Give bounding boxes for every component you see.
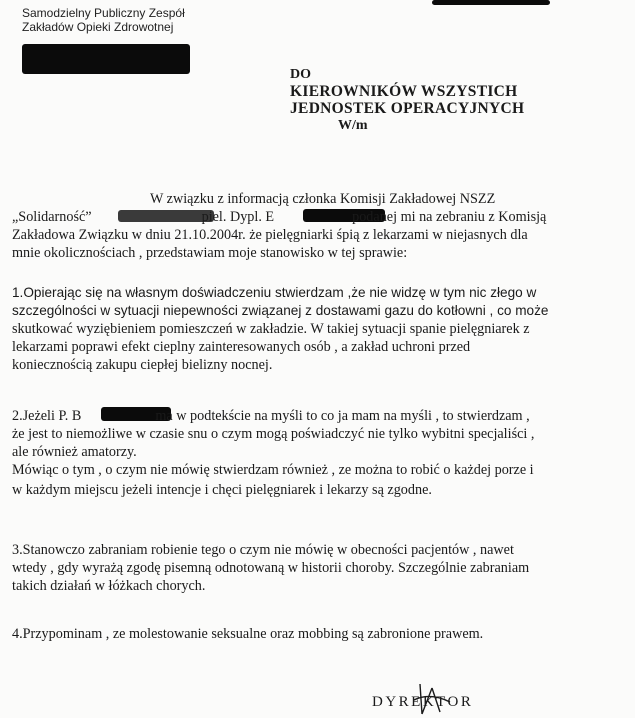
- intro-line-2-a: „Solidarność”: [12, 209, 92, 225]
- point1-line-5: koniecznością zakupu ciepłej bielizny nocnej.: [12, 357, 273, 373]
- organization-header: [22, 6, 185, 34]
- addressee-to: DO: [290, 67, 311, 82]
- signature-title: DYREKTOR: [372, 694, 474, 710]
- point2-line-1: [12, 408, 530, 424]
- point1-line-4: lekarzami poprawi efekt cieplny zainteresowanych osób , a zakład uchroni przed: [12, 339, 471, 355]
- point2-line-1-b: ma w podtekście na myśli to co ja mam na myśli , to stwierdzam ,: [155, 408, 530, 424]
- point3-line-3: takich działań w łóżkach chorych.: [12, 578, 206, 594]
- intro-line-1: W związku z informacją członka Komisji Zakładowej NSZZ: [150, 191, 496, 207]
- point2-line-2: że jest to niemożliwe w czasie snu o czym mogą poświadczyć nie tylko wybitni specjaliści ,: [12, 426, 535, 442]
- point2-line-5: w każdym miejscu jeżeli intencje i chęci pielęgniarek i lekarzy są zgodne.: [12, 482, 432, 498]
- redaction-org-name: [22, 44, 190, 74]
- intro-line-2-c: podanej mi na zebraniu z Komisją: [352, 209, 547, 225]
- point3-line-1: 3.Stanowczo zabraniam robienie tego o czym nie mówię w obecności pacjentów , nawet: [12, 542, 514, 558]
- intro-line-3: Zakładowa Związku w dniu 21.10.2004r. że pielęgniarki śpią z lekarzami w niejasnych dla: [12, 227, 528, 243]
- addressee-block: [290, 66, 524, 134]
- intro-line-4: mnie okolicznościach , przedstawiam moje stanowisko w tej sprawie:: [12, 245, 408, 261]
- addressee-line-1: KIEROWNIKÓW WSZYSTICH: [290, 83, 518, 100]
- point2-line-3: ale również amatorzy.: [12, 444, 137, 460]
- org-line-1: Samodzielny Publiczny Zespół: [22, 6, 185, 20]
- intro-line-2: [12, 209, 546, 225]
- point2-line-4: Mówiąc o tym , o czym nie mówię stwierdzam również , ze można to robić o każdej porze i: [12, 462, 534, 478]
- redaction-top-right: [432, 0, 550, 5]
- intro-line-2-b: piel. Dypl. E: [201, 209, 275, 225]
- point4-line: 4.Przypominam , ze molestowanie seksualne oraz mobbing są zabronione prawem.: [12, 626, 484, 642]
- point1-line-3: skutkować wyziębieniem pomieszczeń w zakładzie. W takiej sytuacji spanie pielęgniarek z: [12, 321, 530, 337]
- addressee-line-3: W/m: [338, 118, 368, 133]
- point1-line-2: szczególności w sytuacji niepewności związanej z dostawami gazu do kotłowni , co może: [12, 303, 549, 318]
- point3-line-2: wtedy , gdy wyrażą zgodę pisemną odnotowaną w historii choroby. Szczególnie zabraniam: [12, 560, 530, 576]
- addressee-line-2: JEDNOSTEK OPERACYJNYCH: [290, 100, 525, 117]
- point2-line-1-a: 2.Jeżeli P. B: [12, 408, 82, 424]
- org-line-2: Zakładów Opieki Zdrowotnej: [22, 20, 174, 34]
- point1-line-1: 1.Opierając się na własnym doświadczeniu stwierdzam ,że nie widzę w tym nic złego w: [12, 285, 537, 300]
